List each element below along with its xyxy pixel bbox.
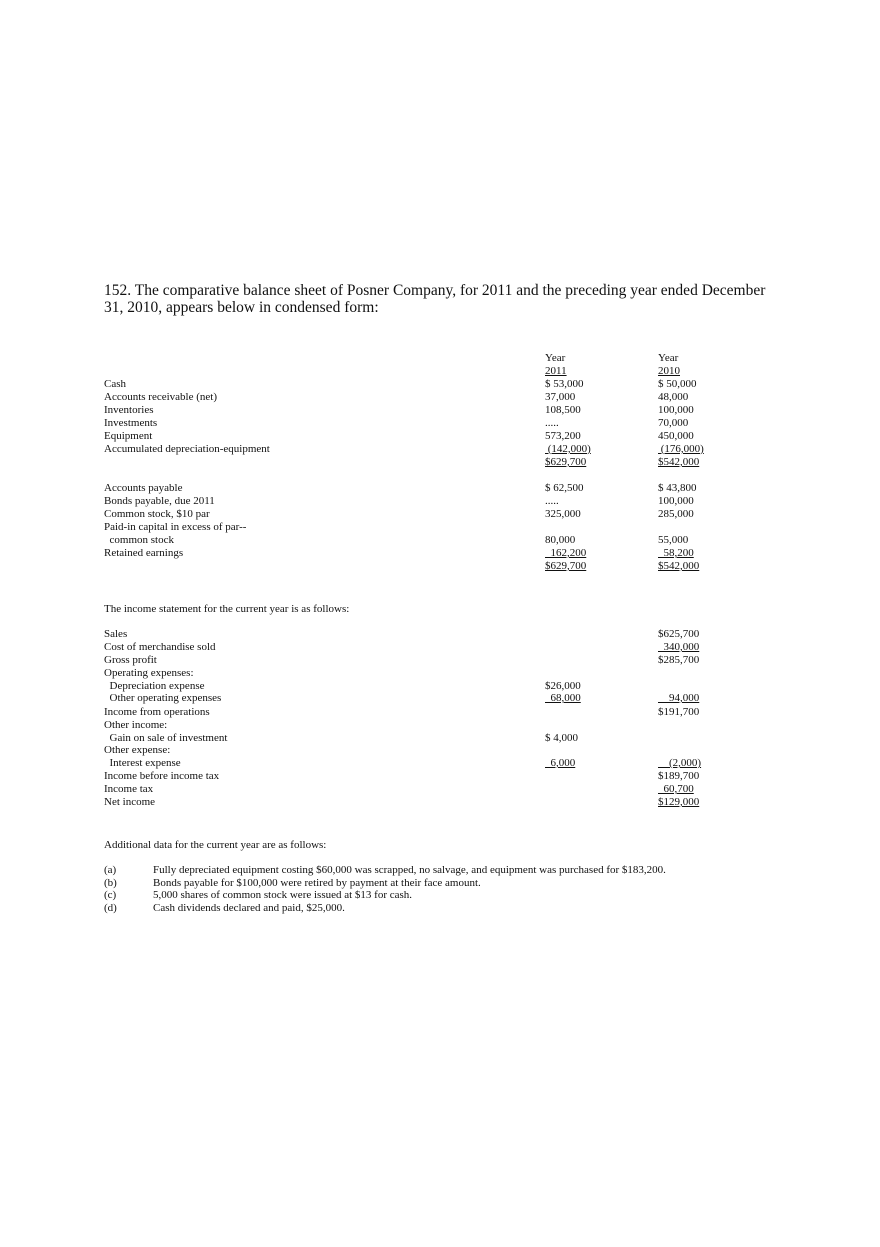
is-row (0, 783, 880, 796)
is-label: Sales (104, 628, 128, 640)
additional-letter: (b) (104, 877, 117, 889)
is-row (0, 628, 880, 641)
bs-liability-2010: 285,000 (658, 508, 694, 520)
bs-col-2011-year: Year (545, 352, 566, 364)
is-col-b: 94,000 (658, 692, 700, 704)
bs-asset-row (0, 378, 880, 391)
bs-assets-total-row (0, 456, 880, 469)
is-row (0, 770, 880, 783)
additional-item (0, 902, 880, 915)
additional-intro-row (0, 839, 880, 852)
is-label: Income before income tax (104, 770, 220, 782)
bs-liability-label: Bonds payable, due 2011 (104, 495, 215, 507)
bs-asset-label: Cash (104, 378, 126, 390)
is-label: Gain on sale of investment (104, 732, 228, 744)
bs-col-2010-label: 2010 (658, 365, 680, 377)
bs-asset-2010: $ 50,000 (658, 378, 697, 390)
is-row (0, 719, 880, 732)
bs-asset-label: Inventories (104, 404, 154, 416)
bs-header-row-1 (0, 352, 880, 365)
bs-asset-2011: 573,200 (545, 430, 581, 442)
bs-asset-label: Accumulated depreciation-equipment (104, 443, 270, 455)
additional-text: 5,000 shares of common stock were issued at $13 for cash. (153, 889, 413, 901)
bs-assets-total-2010: $542,000 (658, 456, 700, 468)
bs-liability-2010: $ 43,800 (658, 482, 697, 494)
is-label: Other operating expenses (104, 692, 222, 704)
is-row (0, 744, 880, 757)
bs-asset-row (0, 404, 880, 417)
is-row (0, 667, 880, 680)
is-label: Interest expense (104, 757, 181, 769)
is-col-a: 6,000 (545, 757, 576, 769)
is-row (0, 757, 880, 770)
bs-liabilities-total-2010: $542,000 (658, 560, 700, 572)
is-col-b: 60,700 (658, 783, 694, 795)
is-label: Other income: (104, 719, 168, 731)
additional-item (0, 864, 880, 877)
bs-asset-row (0, 391, 880, 404)
additional-intro: Additional data for the current year are as follows: (104, 839, 327, 851)
bs-liability-row (0, 547, 880, 560)
is-label: Income tax (104, 783, 154, 795)
additional-letter: (a) (104, 864, 117, 876)
bs-asset-2011: $ 53,000 (545, 378, 584, 390)
is-label: Depreciation expense (104, 680, 205, 692)
is-label: Operating expenses: (104, 667, 194, 679)
bs-liability-2011: ..... (545, 495, 559, 507)
bs-liability-label: Paid-in capital in excess of par-- (104, 521, 247, 533)
bs-liability-2011: 325,000 (545, 508, 581, 520)
bs-asset-label: Accounts receivable (net) (104, 391, 217, 403)
bs-liability-label: Common stock, $10 par (104, 508, 210, 520)
additional-text: Bonds payable for $100,000 were retired by payment at their face amount. (153, 877, 481, 889)
bs-asset-2010: (176,000) (658, 443, 704, 455)
is-col-b: (2,000) (658, 757, 702, 769)
is-col-b: $189,700 (658, 770, 700, 782)
additional-letter: (c) (104, 889, 117, 901)
is-row (0, 796, 880, 809)
is-col-b: $129,000 (658, 796, 700, 808)
bs-liability-label: Accounts payable (104, 482, 183, 494)
is-row (0, 654, 880, 667)
income-intro: The income statement for the current year is as follows: (104, 603, 350, 615)
bs-liabilities-total-2011: $629,700 (545, 560, 587, 572)
bs-col-2010-year: Year (658, 352, 679, 364)
bs-liability-2010: 55,000 (658, 534, 689, 546)
bs-asset-label: Investments (104, 417, 158, 429)
bs-col-2011-label: 2011 (545, 365, 567, 377)
is-label: Income from operations (104, 706, 210, 718)
income-intro-row (0, 603, 880, 616)
additional-text: Fully depreciated equipment costing $60,000 was scrapped, no salvage, and equipment was purchased for $183,200. (153, 864, 666, 876)
bs-asset-label: Equipment (104, 430, 153, 442)
bs-liabilities-total-row (0, 560, 880, 573)
bs-liability-row (0, 534, 880, 547)
bs-liability-row (0, 482, 880, 495)
additional-item (0, 889, 880, 902)
bs-asset-2010: 100,000 (658, 404, 694, 416)
is-col-b: $285,700 (658, 654, 700, 666)
bs-liability-label: Retained earnings (104, 547, 184, 559)
is-col-b: $191,700 (658, 706, 700, 718)
bs-asset-2010: 450,000 (658, 430, 694, 442)
bs-asset-row (0, 443, 880, 456)
additional-text: Cash dividends declared and paid, $25,000. (153, 902, 345, 914)
is-label: Cost of merchandise sold (104, 641, 216, 653)
is-col-b: 340,000 (658, 641, 700, 653)
is-label: Other expense: (104, 744, 171, 756)
is-col-a: 68,000 (545, 692, 581, 704)
bs-liability-2010: 100,000 (658, 495, 694, 507)
bs-asset-2011: 108,500 (545, 404, 581, 416)
bs-asset-row (0, 417, 880, 430)
additional-letter: (d) (104, 902, 117, 914)
is-col-a: $26,000 (545, 680, 581, 692)
bs-asset-2011: 37,000 (545, 391, 576, 403)
is-row (0, 706, 880, 719)
bs-liability-2010: 58,200 (658, 547, 694, 559)
bs-asset-row (0, 430, 880, 443)
is-label: Gross profit (104, 654, 157, 666)
bs-assets-total-2011: $629,700 (545, 456, 587, 468)
is-row (0, 692, 880, 705)
bs-liability-2011: 162,200 (545, 547, 587, 559)
bs-liability-row (0, 508, 880, 521)
question-text: 152. The comparative balance sheet of Posner Company, for 2011 and the preceding year ended December 31, 2010, appears below in condensed form: (104, 282, 766, 316)
is-row (0, 641, 880, 654)
bs-asset-2010: 70,000 (658, 417, 689, 429)
bs-liability-row (0, 521, 880, 534)
bs-liability-2011: 80,000 (545, 534, 576, 546)
is-col-b: $625,700 (658, 628, 700, 640)
bs-asset-2010: 48,000 (658, 391, 689, 403)
bs-liability-2011: $ 62,500 (545, 482, 584, 494)
is-label: Net income (104, 796, 156, 808)
bs-liability-row (0, 495, 880, 508)
bs-asset-2011: ..... (545, 417, 559, 429)
bs-liability-label: common stock (104, 534, 174, 546)
bs-header-row-2 (0, 365, 880, 378)
is-col-a: $ 4,000 (545, 732, 578, 744)
bs-asset-2011: (142,000) (545, 443, 591, 455)
